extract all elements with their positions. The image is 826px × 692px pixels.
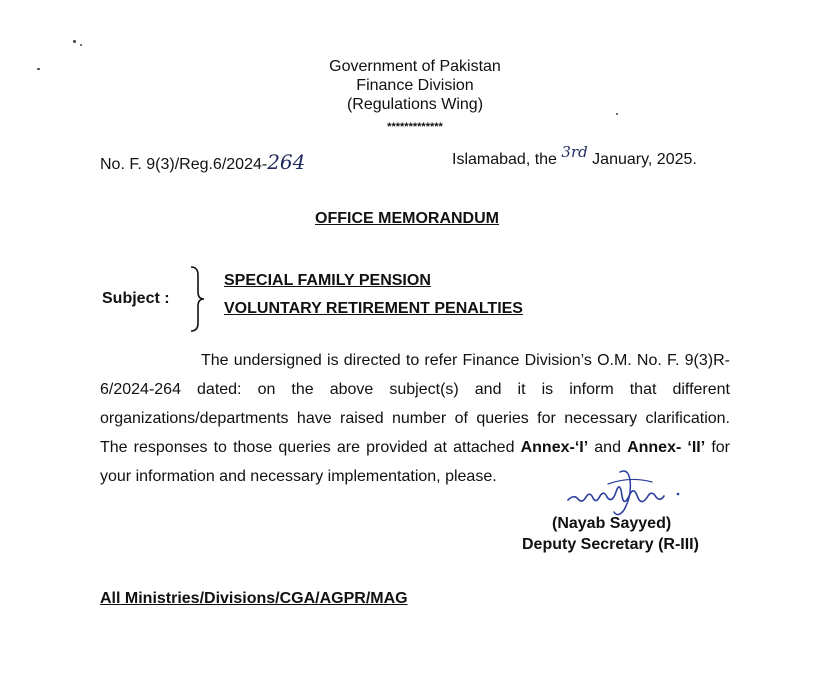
file-number <box>100 150 305 174</box>
day-handwritten: 3rd <box>561 143 588 161</box>
annex-2-reference: Annex- ‘II’ <box>627 439 706 456</box>
body-text-1: The undersigned is directed to refer Finance Division’s O.M. No. F. 9(3)R-6/2024-264 dated: on the above subject(s) and it is inform that different organizations/departments have raised number of queries for necessary clarification. The responses to those queries are provided at attached <box>100 352 730 456</box>
subject-line-1: SPECIAL FAMILY PENSION <box>224 272 431 289</box>
subject-label: Subject : <box>102 290 170 307</box>
date-suffix: January, 2025. <box>587 151 697 168</box>
header-separator: ************* <box>387 121 443 133</box>
scan-speck <box>37 68 40 70</box>
scan-speck <box>80 44 82 46</box>
distribution-list: All Ministries/Divisions/CGA/AGPR/MAG <box>100 590 408 607</box>
scan-speck <box>73 40 76 43</box>
scan-speck <box>616 113 618 115</box>
body-text-3: for your information and necessary implementation, please. <box>100 439 730 485</box>
file-number-prefix: No. F. 9(3)/Reg.6/2024- <box>100 156 268 173</box>
signatory-name: (Nayab Sayyed) <box>552 515 672 532</box>
body-text-2: and <box>588 439 628 456</box>
date-line <box>452 143 697 169</box>
handwritten-signature <box>560 466 690 522</box>
file-number-handwritten: 264 <box>267 150 306 174</box>
signatory-designation: Deputy Secretary (R-III) <box>522 536 699 553</box>
curly-brace-icon <box>188 265 206 333</box>
header-wing: (Regulations Wing) <box>346 96 484 113</box>
place-prefix: Islamabad, the <box>452 151 562 168</box>
subject-line-2: VOLUNTARY RETIREMENT PENALTIES <box>224 300 523 317</box>
header-division: Finance Division <box>356 77 474 94</box>
memo-title: OFFICE MEMORANDUM <box>315 210 499 227</box>
header-government: Government of Pakistan <box>329 58 501 75</box>
annex-1-reference: Annex-‘I’ <box>520 439 589 456</box>
